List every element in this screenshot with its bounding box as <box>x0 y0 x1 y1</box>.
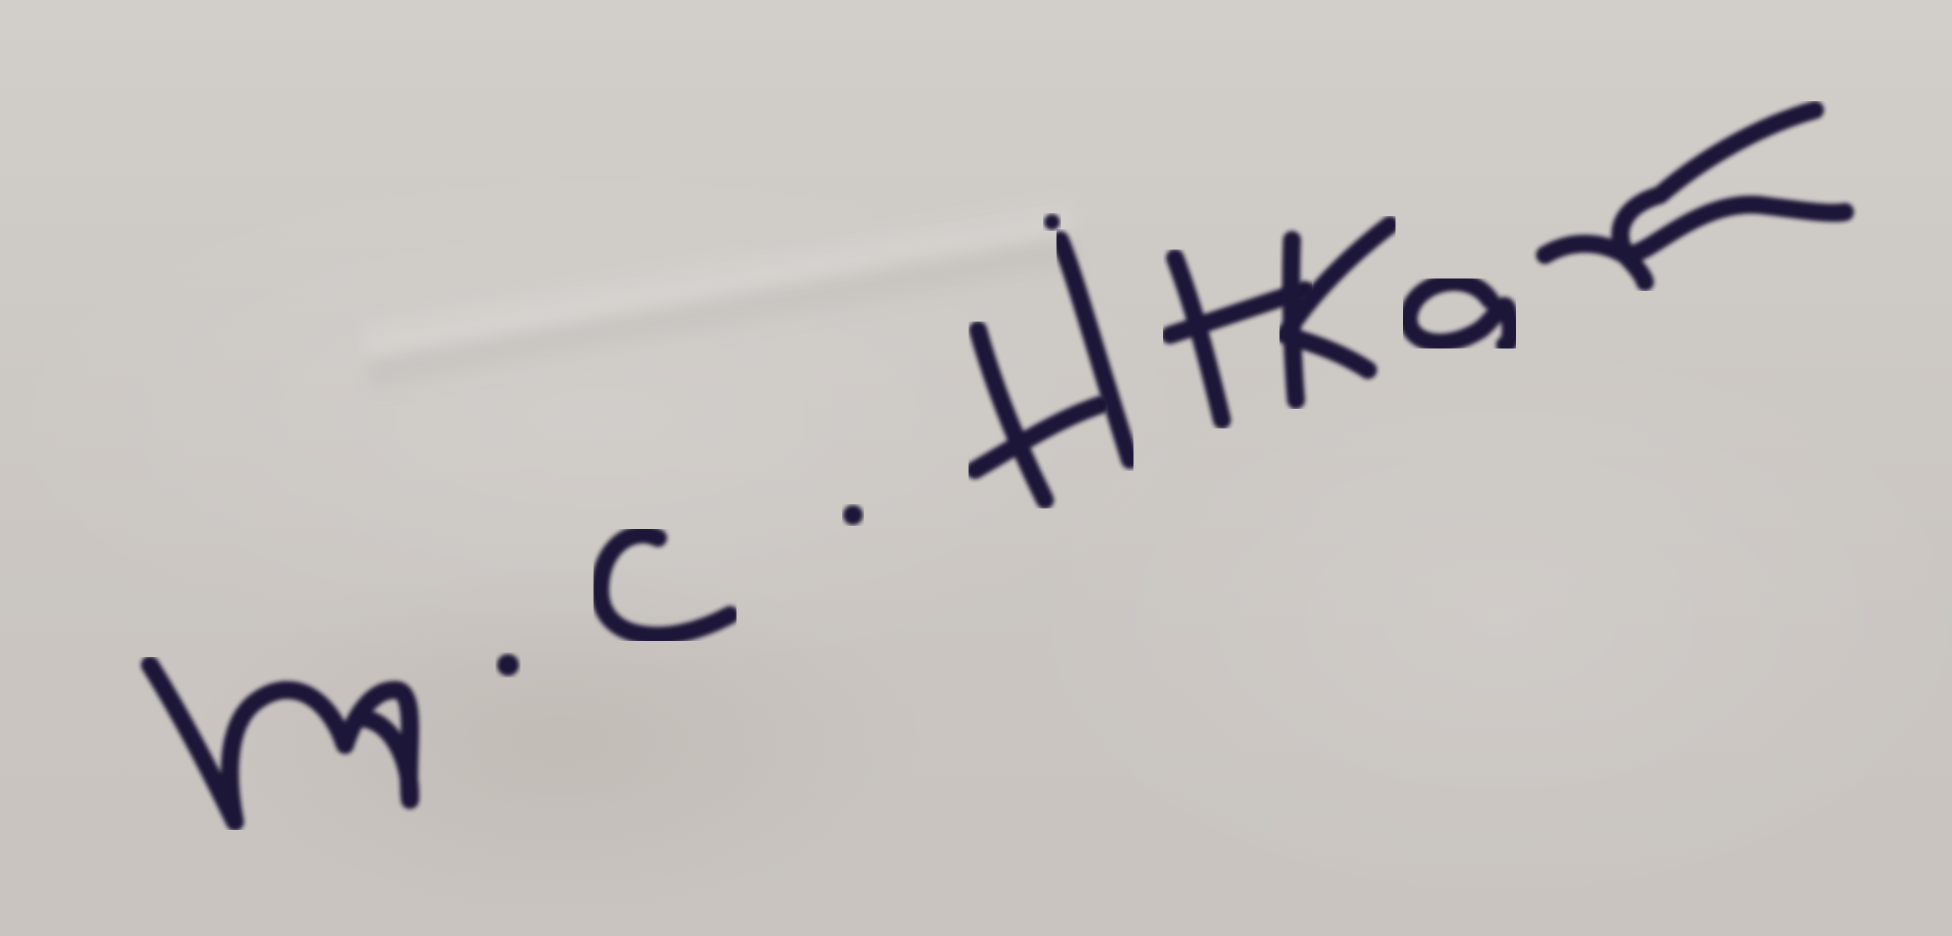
signature-dot-2 <box>843 505 863 525</box>
signature-letter-c <box>600 534 730 635</box>
signature-letter-m <box>150 665 410 822</box>
signature-i-dot <box>1044 214 1060 230</box>
signature-letter-k <box>1285 225 1390 400</box>
signature-letter-t-1 <box>975 330 1100 500</box>
signature-letter-r-e <box>1545 110 1845 282</box>
signature-letter-a <box>1408 282 1510 345</box>
signature-dot-1 <box>497 654 519 676</box>
signature-letter-i <box>1060 240 1130 460</box>
